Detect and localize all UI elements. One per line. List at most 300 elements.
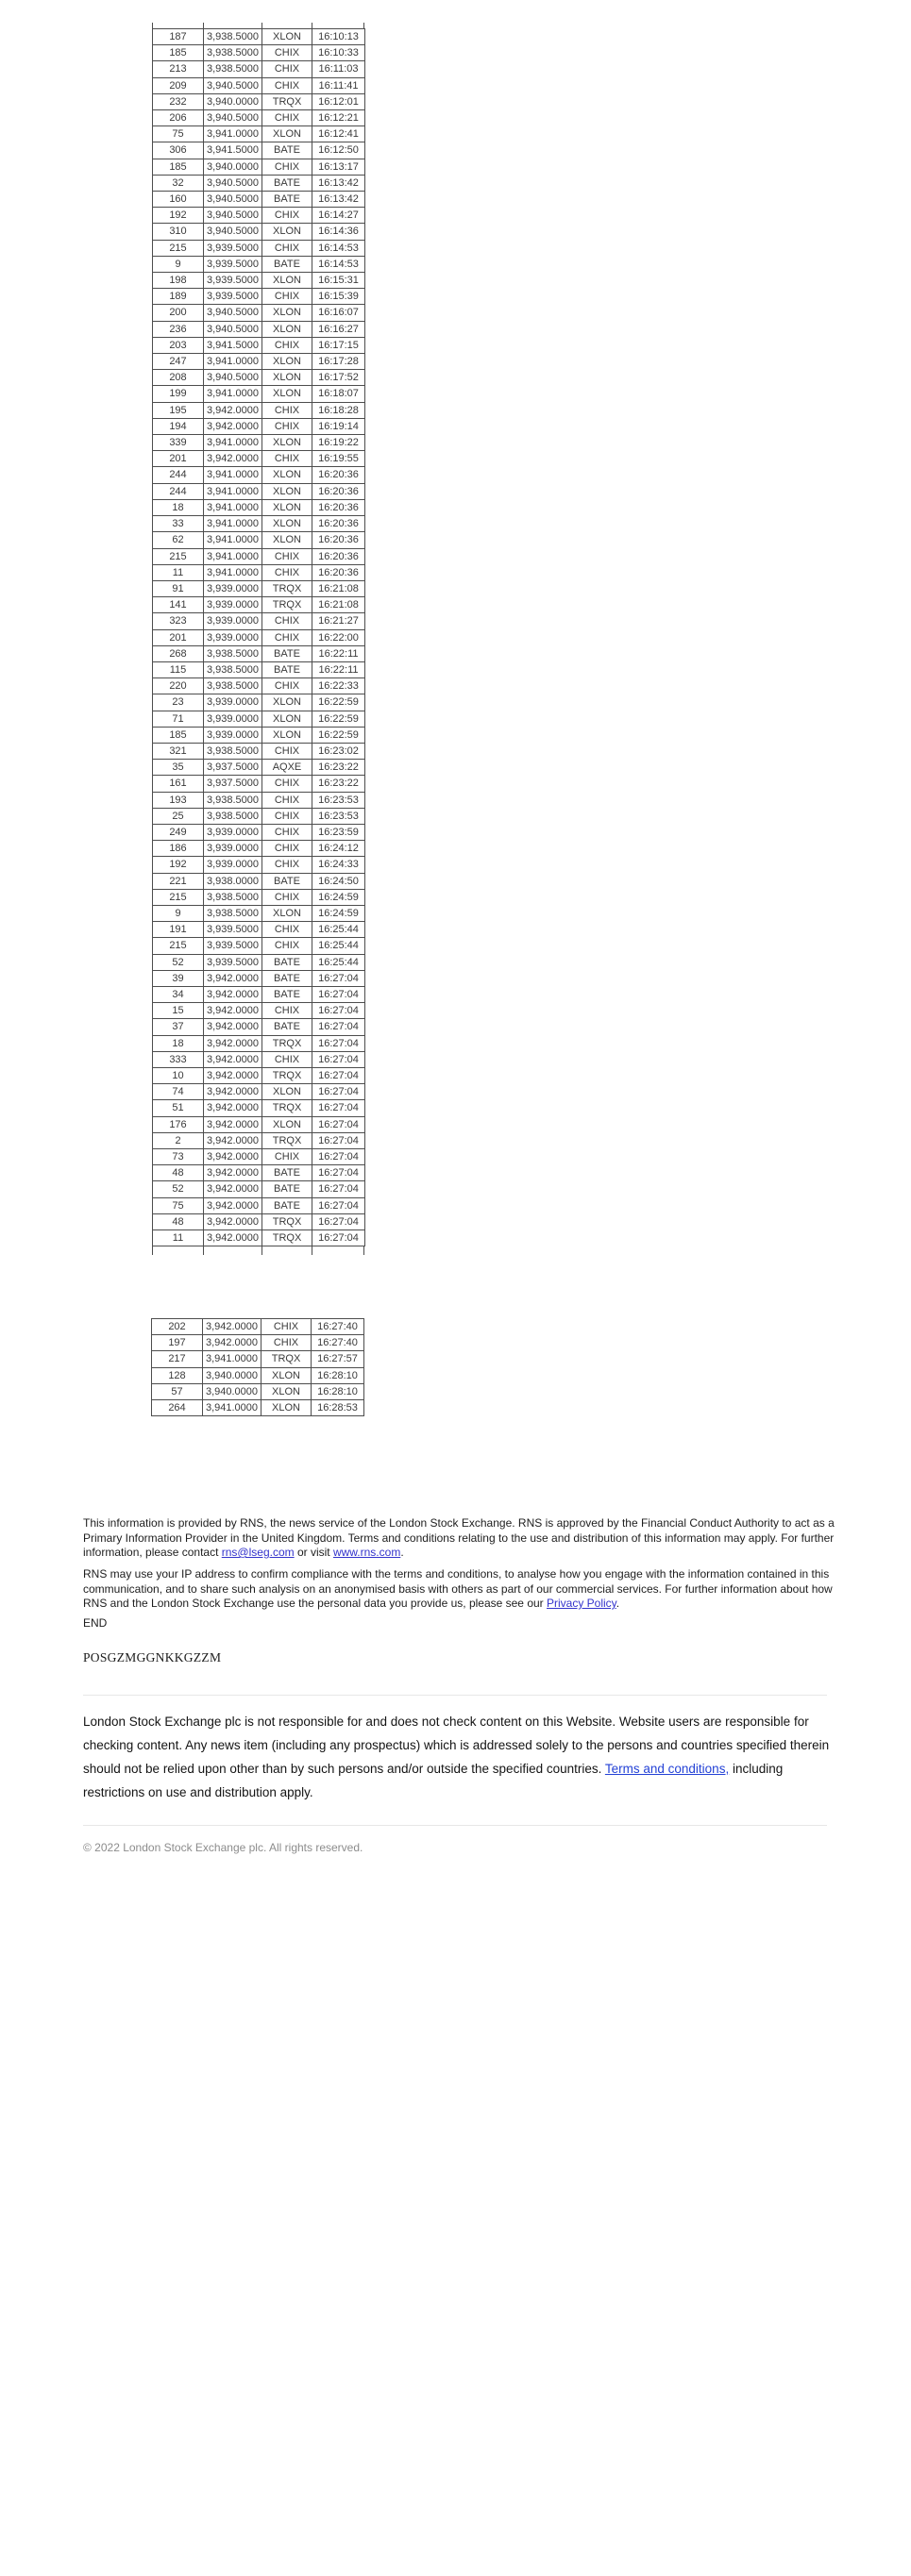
- trade-cell-price: 3,940.5000: [204, 305, 262, 321]
- trade-row: [153, 29, 365, 45]
- trade-cell-venue: XLON: [262, 905, 312, 921]
- trade-cell-time: 16:21:08: [312, 580, 365, 596]
- trade-cell-price: 3,941.0000: [204, 354, 262, 370]
- trade-cell-time: 16:28:10: [312, 1383, 364, 1399]
- trade-cell-time: 16:20:36: [312, 516, 365, 532]
- trade-row: [153, 1084, 365, 1100]
- trade-cell-price: 3,940.0000: [204, 93, 262, 109]
- trade-cell-time: 16:25:44: [312, 922, 365, 938]
- trade-row: [153, 629, 365, 645]
- trade-cell-price: 3,939.0000: [204, 841, 262, 857]
- trade-cell-volume: 198: [153, 273, 204, 289]
- table-cutoff-bottom-border: [152, 1246, 364, 1255]
- trade-row: [153, 1019, 365, 1035]
- trade-cell-volume: 215: [153, 240, 204, 256]
- trade-cell-venue: TRQX: [262, 580, 312, 596]
- trade-row: [153, 273, 365, 289]
- trade-cell-time: 16:22:33: [312, 678, 365, 694]
- rns-email-link[interactable]: rns@lseg.com: [221, 1546, 295, 1559]
- footer-divider-bottom: [83, 1825, 827, 1826]
- trade-cell-venue: XLON: [261, 1383, 312, 1399]
- trade-cell-volume: 75: [153, 126, 204, 142]
- trade-row: [153, 45, 365, 61]
- trade-cell-time: 16:20:36: [312, 467, 365, 483]
- trade-cell-volume: 323: [153, 613, 204, 629]
- trade-row: [153, 922, 365, 938]
- trade-cell-venue: CHIX: [262, 110, 312, 126]
- terms-and-conditions-link[interactable]: Terms and conditions,: [604, 1762, 730, 1776]
- trade-cell-venue: XLON: [262, 370, 312, 386]
- trade-cell-volume: 39: [153, 970, 204, 986]
- trade-cell-volume: 236: [153, 321, 204, 337]
- trade-cell-volume: 208: [153, 370, 204, 386]
- trade-cell-venue: BATE: [262, 645, 312, 661]
- trade-cell-volume: 306: [153, 142, 204, 159]
- trade-cell-venue: CHIX: [262, 289, 312, 305]
- trade-cell-volume: 62: [153, 532, 204, 548]
- trade-cell-price: 3,940.5000: [204, 77, 262, 93]
- trade-row: [153, 905, 365, 921]
- trade-cell-time: 16:23:22: [312, 776, 365, 792]
- trade-cell-venue: CHIX: [262, 922, 312, 938]
- trade-row: [153, 240, 365, 256]
- trade-cell-price: 3,938.5000: [204, 792, 262, 808]
- trade-row: [153, 694, 365, 711]
- trade-cell-venue: BATE: [262, 986, 312, 1002]
- trade-cell-volume: 91: [153, 580, 204, 596]
- trade-cell-price: 3,941.5000: [204, 337, 262, 353]
- trade-cell-time: 16:20:36: [312, 532, 365, 548]
- trade-cell-venue: TRQX: [262, 1100, 312, 1116]
- trade-cell-venue: TRQX: [262, 597, 312, 613]
- trade-cell-price: 3,941.0000: [204, 467, 262, 483]
- trade-cell-price: 3,941.0000: [204, 532, 262, 548]
- trade-cell-venue: XLON: [262, 467, 312, 483]
- trade-cell-time: 16:27:04: [312, 1003, 365, 1019]
- trades-table-segment-1: [152, 23, 365, 1255]
- trade-cell-time: 16:24:50: [312, 873, 365, 889]
- trade-cell-price: 3,939.0000: [204, 694, 262, 711]
- trade-cell-price: 3,939.0000: [204, 613, 262, 629]
- trade-cell-time: 16:27:04: [312, 1051, 365, 1067]
- trade-cell-volume: 128: [152, 1367, 203, 1383]
- trade-cell-venue: CHIX: [262, 208, 312, 224]
- trade-cell-venue: CHIX: [261, 1319, 312, 1335]
- trade-cell-price: 3,942.0000: [204, 1181, 262, 1197]
- trade-cell-price: 3,940.0000: [204, 159, 262, 175]
- trade-cell-time: 16:23:22: [312, 760, 365, 776]
- trade-cell-time: 16:27:04: [312, 1084, 365, 1100]
- trade-cell-venue: XLON: [261, 1400, 312, 1416]
- trade-cell-price: 3,938.5000: [204, 905, 262, 921]
- trade-row: [153, 711, 365, 727]
- trade-cell-venue: TRQX: [262, 1213, 312, 1229]
- trade-row: [153, 613, 365, 629]
- trade-row: [153, 224, 365, 240]
- trade-cell-venue: CHIX: [262, 678, 312, 694]
- trade-row: [153, 354, 365, 370]
- trade-row: [152, 1383, 364, 1399]
- trade-cell-time: 16:27:04: [312, 1019, 365, 1035]
- trade-cell-volume: 32: [153, 175, 204, 191]
- trade-cell-volume: 249: [153, 824, 204, 840]
- trade-cell-price: 3,942.0000: [204, 1068, 262, 1084]
- site-disclaimer-paragraph: [83, 1710, 838, 1804]
- trade-cell-volume: 48: [153, 1213, 204, 1229]
- trade-cell-venue: XLON: [262, 516, 312, 532]
- trade-cell-price: 3,940.5000: [204, 110, 262, 126]
- trade-cell-price: 3,942.0000: [204, 1165, 262, 1181]
- trade-row: [153, 1003, 365, 1019]
- trade-row: [153, 678, 365, 694]
- trade-cell-time: 16:25:44: [312, 938, 365, 954]
- trade-cell-price: 3,938.5000: [204, 743, 262, 759]
- trade-cell-volume: 192: [153, 857, 204, 873]
- rns-provider-paragraph: [83, 1516, 837, 1561]
- trade-cell-volume: 185: [153, 159, 204, 175]
- trade-cell-venue: CHIX: [262, 1051, 312, 1067]
- trade-row: [153, 938, 365, 954]
- trade-cell-price: 3,940.0000: [203, 1383, 261, 1399]
- trade-cell-time: 16:13:17: [312, 159, 365, 175]
- trade-cell-time: 16:27:04: [312, 1181, 365, 1197]
- trade-cell-price: 3,942.0000: [204, 1035, 262, 1051]
- trade-cell-volume: 25: [153, 808, 204, 824]
- trade-cell-volume: 75: [153, 1197, 204, 1213]
- rns-website-link[interactable]: www.rns.com: [332, 1546, 401, 1559]
- trade-cell-price: 3,938.5000: [204, 45, 262, 61]
- trade-cell-price: 3,941.5000: [204, 142, 262, 159]
- trade-cell-time: 16:16:27: [312, 321, 365, 337]
- trade-cell-price: 3,942.0000: [204, 1149, 262, 1165]
- trade-row: [153, 760, 365, 776]
- trade-row: [153, 159, 365, 175]
- trade-cell-venue: TRQX: [262, 1035, 312, 1051]
- trade-cell-price: 3,939.0000: [204, 857, 262, 873]
- trade-cell-price: 3,942.0000: [204, 1197, 262, 1213]
- trade-row: [153, 776, 365, 792]
- trade-cell-venue: CHIX: [262, 629, 312, 645]
- trade-cell-volume: 333: [153, 1051, 204, 1067]
- trade-cell-venue: BATE: [262, 873, 312, 889]
- trade-row: [153, 1230, 365, 1246]
- trade-cell-time: 16:27:57: [312, 1351, 364, 1367]
- trade-row: [153, 402, 365, 418]
- trade-cell-time: 16:24:59: [312, 905, 365, 921]
- trade-cell-venue: XLON: [262, 435, 312, 451]
- paragraph-text: RNS may use your IP address to confirm compliance with the terms and conditions, to analyse how you engage with the information contained in this communication, and to share such analysis on an anonymised basis with others as part of our commercial services. For further information about how RNS and the London Stock Exchange use the personal data you provide us, please see our: [83, 1567, 833, 1610]
- trade-cell-venue: TRQX: [262, 1230, 312, 1246]
- trade-cell-venue: CHIX: [262, 938, 312, 954]
- trade-cell-price: 3,938.5000: [204, 678, 262, 694]
- trade-cell-price: 3,940.5000: [204, 370, 262, 386]
- trade-cell-volume: 57: [152, 1383, 203, 1399]
- trade-cell-price: 3,941.0000: [204, 516, 262, 532]
- trade-cell-venue: CHIX: [262, 808, 312, 824]
- trade-cell-volume: 9: [153, 256, 204, 272]
- trade-cell-volume: 51: [153, 1100, 204, 1116]
- trade-cell-volume: 194: [153, 418, 204, 434]
- trade-cell-price: 3,941.0000: [204, 548, 262, 564]
- paragraph-text: This information is provided by RNS, the news service of the London Stock Exchange. RNS is approved by the Financial Conduct Authority to act as a Primary Information Provider in the United Kingdom. Terms and conditions relating to the use and distribution of this information may apply. For further information, please contact: [83, 1516, 835, 1559]
- trade-row: [152, 1335, 364, 1351]
- trade-cell-time: 16:15:39: [312, 289, 365, 305]
- trade-row: [153, 256, 365, 272]
- trade-cell-volume: 185: [153, 45, 204, 61]
- trade-cell-time: 16:14:53: [312, 256, 365, 272]
- trade-cell-volume: 71: [153, 711, 204, 727]
- trade-cell-volume: 197: [152, 1335, 203, 1351]
- trade-cell-price: 3,938.5000: [204, 808, 262, 824]
- trade-cell-time: 16:27:04: [312, 1068, 365, 1084]
- trade-cell-price: 3,942.0000: [204, 1116, 262, 1132]
- trade-cell-time: 16:21:27: [312, 613, 365, 629]
- trade-cell-price: 3,939.5000: [204, 938, 262, 954]
- trade-row: [153, 370, 365, 386]
- trade-cell-venue: BATE: [262, 954, 312, 970]
- trade-cell-price: 3,937.5000: [204, 760, 262, 776]
- trade-cell-volume: 73: [153, 1149, 204, 1165]
- trade-cell-venue: BATE: [262, 175, 312, 191]
- trade-row: [153, 110, 365, 126]
- trade-row: [152, 1319, 364, 1335]
- trade-cell-venue: CHIX: [262, 418, 312, 434]
- trade-cell-price: 3,942.0000: [204, 1051, 262, 1067]
- trade-cell-volume: 18: [153, 499, 204, 515]
- trade-cell-time: 16:27:04: [312, 1100, 365, 1116]
- trade-cell-volume: 321: [153, 743, 204, 759]
- privacy-policy-link[interactable]: Privacy Policy: [547, 1597, 616, 1610]
- trade-cell-volume: 2: [153, 1132, 204, 1148]
- trade-row: [153, 986, 365, 1002]
- trade-cell-price: 3,941.0000: [204, 386, 262, 402]
- trade-row: [153, 645, 365, 661]
- trade-cell-time: 16:14:53: [312, 240, 365, 256]
- trade-row: [153, 743, 365, 759]
- trade-cell-volume: 221: [153, 873, 204, 889]
- trade-cell-volume: 161: [153, 776, 204, 792]
- trade-cell-price: 3,941.0000: [203, 1400, 261, 1416]
- table-cutoff-top-border: [152, 23, 364, 28]
- trade-cell-price: 3,940.5000: [204, 192, 262, 208]
- trade-cell-price: 3,942.0000: [204, 1003, 262, 1019]
- trade-cell-price: 3,940.5000: [204, 175, 262, 191]
- trade-cell-volume: 268: [153, 645, 204, 661]
- trade-cell-time: 16:25:44: [312, 954, 365, 970]
- trade-cell-volume: 10: [153, 1068, 204, 1084]
- trade-cell-volume: 52: [153, 1181, 204, 1197]
- trade-cell-venue: XLON: [262, 126, 312, 142]
- trade-cell-volume: 209: [153, 77, 204, 93]
- trade-cell-time: 16:22:59: [312, 711, 365, 727]
- trade-row: [153, 889, 365, 905]
- trade-cell-venue: XLON: [262, 29, 312, 45]
- trade-cell-time: 16:12:41: [312, 126, 365, 142]
- trade-row: [153, 208, 365, 224]
- trade-row: [153, 857, 365, 873]
- trade-row: [153, 1132, 365, 1148]
- trade-cell-time: 16:15:31: [312, 273, 365, 289]
- trade-cell-price: 3,941.0000: [204, 435, 262, 451]
- trade-cell-volume: 232: [153, 93, 204, 109]
- trade-cell-volume: 35: [153, 760, 204, 776]
- trade-cell-venue: CHIX: [262, 451, 312, 467]
- trade-cell-volume: 185: [153, 727, 204, 743]
- trade-cell-time: 16:12:50: [312, 142, 365, 159]
- trade-row: [153, 142, 365, 159]
- paragraph-text: including restrictions on use and distribution apply.: [83, 1762, 784, 1799]
- trade-cell-venue: CHIX: [262, 857, 312, 873]
- trade-cell-price: 3,939.0000: [204, 727, 262, 743]
- trade-cell-volume: 9: [153, 905, 204, 921]
- trade-cell-price: 3,939.0000: [204, 580, 262, 596]
- trade-cell-venue: BATE: [262, 1181, 312, 1197]
- trade-cell-volume: 310: [153, 224, 204, 240]
- trade-cell-time: 16:24:33: [312, 857, 365, 873]
- trade-row: [153, 499, 365, 515]
- trade-cell-volume: 206: [153, 110, 204, 126]
- trade-cell-volume: 200: [153, 305, 204, 321]
- trade-cell-time: 16:27:04: [312, 1197, 365, 1213]
- trade-cell-price: 3,942.0000: [204, 1230, 262, 1246]
- trade-row: [153, 77, 365, 93]
- trade-cell-price: 3,942.0000: [204, 1213, 262, 1229]
- trade-cell-volume: 11: [153, 564, 204, 580]
- trade-row: [153, 580, 365, 596]
- trade-cell-venue: CHIX: [262, 1149, 312, 1165]
- trade-cell-time: 16:20:36: [312, 564, 365, 580]
- trade-cell-time: 16:23:59: [312, 824, 365, 840]
- trade-cell-price: 3,940.0000: [203, 1367, 261, 1383]
- trade-cell-venue: CHIX: [262, 61, 312, 77]
- trade-cell-venue: XLON: [262, 354, 312, 370]
- trade-cell-price: 3,942.0000: [204, 1132, 262, 1148]
- trade-cell-time: 16:11:03: [312, 61, 365, 77]
- trade-cell-venue: XLON: [262, 483, 312, 499]
- trade-cell-price: 3,940.5000: [204, 208, 262, 224]
- trade-cell-time: 16:11:41: [312, 77, 365, 93]
- trade-row: [153, 548, 365, 564]
- end-marker: END: [83, 1616, 108, 1630]
- trade-cell-price: 3,938.5000: [204, 29, 262, 45]
- paragraph-text: or visit: [294, 1546, 333, 1559]
- trade-cell-price: 3,942.0000: [204, 1019, 262, 1035]
- trade-cell-volume: 215: [153, 938, 204, 954]
- trade-row: [153, 564, 365, 580]
- trade-row: [153, 727, 365, 743]
- trade-cell-time: 16:20:36: [312, 483, 365, 499]
- trade-row: [153, 841, 365, 857]
- trade-row: [153, 483, 365, 499]
- trade-row: [153, 970, 365, 986]
- trade-cell-time: 16:22:59: [312, 694, 365, 711]
- trade-cell-venue: CHIX: [262, 548, 312, 564]
- trade-cell-time: 16:19:22: [312, 435, 365, 451]
- trade-cell-volume: 220: [153, 678, 204, 694]
- trade-row: [153, 1068, 365, 1084]
- trade-cell-venue: XLON: [262, 386, 312, 402]
- trade-row: [153, 532, 365, 548]
- trade-cell-venue: BATE: [262, 1197, 312, 1213]
- trade-cell-volume: 264: [152, 1400, 203, 1416]
- trade-cell-time: 16:27:40: [312, 1335, 364, 1351]
- trade-cell-price: 3,939.5000: [204, 954, 262, 970]
- trade-row: [153, 1116, 365, 1132]
- trade-cell-venue: XLON: [262, 694, 312, 711]
- trade-cell-price: 3,940.5000: [204, 321, 262, 337]
- trade-cell-time: 16:27:04: [312, 986, 365, 1002]
- trade-cell-price: 3,938.5000: [204, 661, 262, 677]
- trade-cell-volume: 15: [153, 1003, 204, 1019]
- trade-cell-venue: XLON: [262, 1084, 312, 1100]
- trade-cell-price: 3,938.5000: [204, 61, 262, 77]
- trade-row: [153, 321, 365, 337]
- trade-cell-venue: CHIX: [262, 743, 312, 759]
- trade-cell-price: 3,942.0000: [204, 402, 262, 418]
- trade-cell-price: 3,939.0000: [204, 597, 262, 613]
- trade-cell-volume: 48: [153, 1165, 204, 1181]
- trade-cell-time: 16:24:12: [312, 841, 365, 857]
- trade-cell-venue: XLON: [262, 273, 312, 289]
- trade-cell-time: 16:14:36: [312, 224, 365, 240]
- trade-cell-price: 3,942.0000: [204, 451, 262, 467]
- trade-cell-venue: XLON: [262, 711, 312, 727]
- trade-cell-time: 16:27:04: [312, 1230, 365, 1246]
- trade-cell-volume: 37: [153, 1019, 204, 1035]
- trade-cell-time: 16:22:59: [312, 727, 365, 743]
- trade-cell-price: 3,939.0000: [204, 824, 262, 840]
- trade-cell-time: 16:13:42: [312, 175, 365, 191]
- trade-cell-price: 3,938.5000: [204, 645, 262, 661]
- trade-row: [153, 435, 365, 451]
- trade-row: [153, 661, 365, 677]
- distribution-code: POSGZMGGNKKGZZM: [83, 1650, 222, 1664]
- trade-cell-price: 3,942.0000: [204, 1100, 262, 1116]
- trade-cell-volume: 192: [153, 208, 204, 224]
- trade-cell-time: 16:19:55: [312, 451, 365, 467]
- trade-cell-venue: BATE: [262, 661, 312, 677]
- trade-cell-volume: 141: [153, 597, 204, 613]
- trade-cell-volume: 11: [153, 1230, 204, 1246]
- trade-cell-volume: 193: [153, 792, 204, 808]
- trade-cell-venue: CHIX: [262, 613, 312, 629]
- trade-cell-volume: 34: [153, 986, 204, 1002]
- trade-cell-price: 3,939.5000: [204, 256, 262, 272]
- trade-cell-volume: 247: [153, 354, 204, 370]
- trade-cell-time: 16:24:59: [312, 889, 365, 905]
- trade-cell-time: 16:18:28: [312, 402, 365, 418]
- trade-row: [153, 1035, 365, 1051]
- trade-cell-time: 16:27:04: [312, 1035, 365, 1051]
- rns-ip-address-paragraph: [83, 1567, 837, 1612]
- trade-cell-time: 16:17:52: [312, 370, 365, 386]
- trade-cell-time: 16:27:04: [312, 1165, 365, 1181]
- trade-row: [153, 1149, 365, 1165]
- trade-cell-venue: CHIX: [262, 824, 312, 840]
- trade-cell-time: 16:12:21: [312, 110, 365, 126]
- trade-cell-venue: XLON: [262, 499, 312, 515]
- trade-cell-price: 3,941.0000: [204, 483, 262, 499]
- copyright-notice: © 2022 London Stock Exchange plc. All rights reserved.: [83, 1841, 363, 1854]
- trade-cell-volume: 23: [153, 694, 204, 711]
- trade-cell-volume: 213: [153, 61, 204, 77]
- trade-cell-time: 16:27:04: [312, 970, 365, 986]
- trade-row: [152, 1400, 364, 1416]
- trade-cell-venue: TRQX: [262, 1068, 312, 1084]
- trade-cell-time: 16:27:04: [312, 1116, 365, 1132]
- trade-cell-price: 3,942.0000: [204, 986, 262, 1002]
- trade-row: [153, 873, 365, 889]
